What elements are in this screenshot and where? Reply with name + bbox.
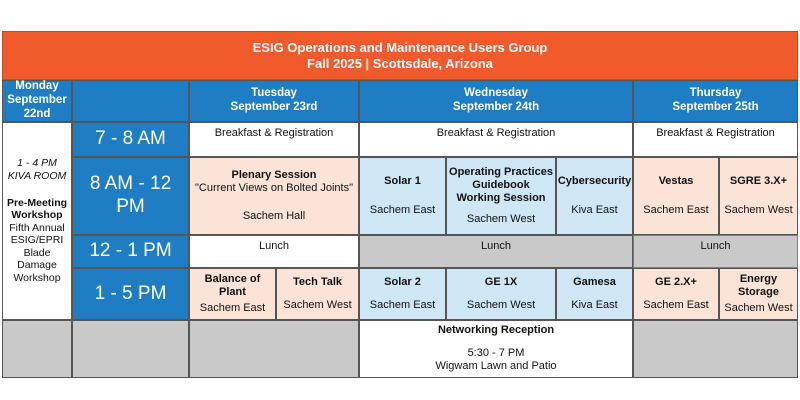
tuesday-label: Tuesday: [251, 87, 297, 100]
workshop-desc-2: ESIG/EPRI: [10, 234, 64, 247]
header-monday: [2, 80, 72, 122]
tuesday-session-tech-talk: [276, 268, 359, 320]
event-subtitle: Fall 2025 | Scottsdale, Arizona: [307, 55, 493, 71]
wednesday-session-gamesa: [556, 268, 633, 320]
wednesday-session-operating-practices: [446, 157, 556, 235]
workshop-desc-5: Workshop: [13, 272, 61, 285]
plenary-room: Sachem Hall: [242, 209, 306, 222]
session-title-line2: Plant: [219, 286, 246, 299]
networking-reception: [359, 320, 633, 378]
lunch-wednesday: Lunch: [359, 235, 633, 268]
tuesday-plenary-session: [189, 157, 359, 235]
session-title-line1: Balance of: [204, 273, 261, 285]
wednesday-date: September 24th: [452, 101, 540, 113]
workshop-room: KIVA ROOM: [7, 169, 67, 182]
reception-time: 5:30 - 7 PM: [467, 346, 525, 359]
session-room: Sachem East: [369, 204, 436, 216]
thursday-date: September 25th: [672, 101, 759, 113]
session-title: SGRE 3.X+: [729, 174, 788, 187]
wednesday-session-ge-1x: [446, 268, 556, 320]
session-room: Sachem West: [466, 213, 536, 226]
session-title: Cybersecurity: [557, 174, 632, 187]
event-title: ESIG Operations and Maintenance Users Group: [252, 39, 548, 55]
session-title-line2: Storage: [738, 286, 779, 299]
session-room: Sachem East: [643, 204, 709, 216]
lunch-tuesday: Lunch: [189, 235, 359, 268]
monday-month: September: [7, 94, 67, 107]
time-slot-4: 1 - 5 PM: [72, 268, 189, 320]
workshop-desc-1: Fifth Annual: [9, 221, 65, 234]
reception-title: Networking Reception: [437, 324, 555, 336]
breakfast-wednesday: Breakfast & Registration: [359, 122, 633, 157]
workshop-desc-4: Damage: [17, 259, 57, 272]
session-room: Sachem East: [369, 299, 436, 311]
monday-label: Monday: [15, 80, 59, 93]
header-tuesday: [189, 80, 359, 122]
monday-empty-evening: [2, 320, 72, 378]
event-banner: [2, 31, 798, 80]
thursday-evening-empty: [633, 320, 798, 378]
session-title-line3: Working Session: [456, 192, 546, 204]
workshop-desc-3: Blade: [23, 246, 51, 259]
session-room: Kiva East: [571, 299, 618, 311]
thursday-label: Thursday: [689, 87, 742, 100]
tuesday-evening-empty: [189, 320, 359, 378]
header-time-column: [72, 80, 189, 122]
monday-workshop: [2, 122, 72, 320]
plenary-title: Plenary Session: [231, 169, 317, 182]
session-title: Solar 2: [384, 275, 421, 288]
session-room: Sachem East: [199, 301, 266, 314]
session-title: Vestas: [658, 174, 694, 187]
session-room: Sachem West: [466, 299, 536, 311]
header-thursday: [633, 80, 798, 122]
session-room: Sachem West: [724, 204, 793, 216]
plenary-subtitle: "Current Views on Bolted Joints": [194, 182, 354, 195]
workshop-title-line1: Pre-Meeting: [6, 196, 68, 209]
lunch-thursday: Lunch: [633, 235, 798, 268]
header-wednesday: [359, 80, 633, 122]
time-slot-3: 12 - 1 PM: [72, 235, 189, 268]
session-title: Solar 1: [384, 174, 421, 187]
session-title-line2: Guidebook: [472, 178, 530, 191]
session-room: Sachem West: [724, 301, 793, 314]
session-room: Sachem East: [643, 299, 709, 311]
session-title: Tech Talk: [292, 275, 343, 288]
session-room: Kiva East: [571, 204, 618, 216]
session-room: Sachem West: [283, 299, 352, 311]
wednesday-session-cybersecurity: [556, 157, 633, 235]
time-slot-evening-empty: [72, 320, 189, 378]
session-title: Gamesa: [573, 275, 616, 288]
thursday-session-energy-storage: [719, 268, 798, 320]
wednesday-label: Wednesday: [464, 87, 528, 100]
thursday-session-ge-2x: [633, 268, 719, 320]
time-slot-1: 7 - 8 AM: [72, 122, 189, 157]
workshop-time: 1 - 4 PM: [17, 157, 57, 170]
reception-place: Wigwam Lawn and Patio: [435, 359, 557, 372]
tuesday-date: September 23rd: [230, 101, 318, 113]
session-title-line1: Energy: [739, 273, 778, 285]
time-slot-2: 8 AM - 12 PM: [72, 157, 189, 235]
workshop-title-line2: Workshop: [11, 209, 63, 222]
thursday-session-sgre: [719, 157, 798, 235]
monday-date: 22nd: [23, 107, 51, 120]
breakfast-tuesday: Breakfast & Registration: [189, 122, 359, 157]
thursday-session-vestas: [633, 157, 719, 235]
session-title-line1: Operating Practices: [449, 165, 553, 178]
wednesday-session-solar-1: [359, 157, 446, 235]
breakfast-thursday: Breakfast & Registration: [633, 122, 798, 157]
session-title: GE 2.X+: [655, 275, 697, 288]
tuesday-session-balance-of-plant: [189, 268, 276, 320]
session-title: GE 1X: [484, 275, 518, 288]
wednesday-session-solar-2: [359, 268, 446, 320]
